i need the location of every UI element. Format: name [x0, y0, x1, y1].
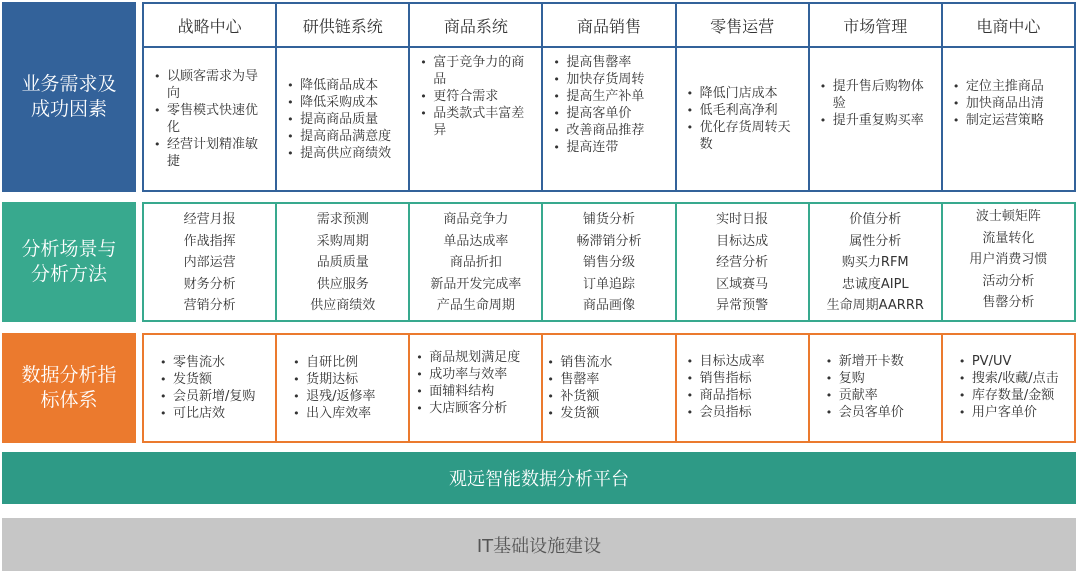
scenario-cell: [275, 202, 410, 322]
scenario-cell: [808, 202, 943, 322]
analytics-platform-bar: 观远智能数据分析平台: [2, 452, 1076, 504]
column-header: 市场管理: [808, 2, 943, 48]
scenario-cell: [675, 202, 810, 322]
list-item: • 提高售罄率: [551, 54, 668, 71]
list-item: • 提高客单价: [551, 105, 668, 122]
metrics-cell: [808, 333, 943, 443]
list-item: 商品竞争力: [443, 212, 509, 227]
list-item: • 加快存货周转: [551, 71, 668, 88]
list-item: 售罄分析: [982, 295, 1035, 310]
list-item: 销售分级: [582, 255, 635, 270]
list-item: 采购周期: [316, 233, 369, 249]
row-label-business: [2, 2, 136, 192]
metrics-cell: [275, 333, 410, 443]
row-label-metrics: [2, 333, 136, 443]
bullet-list: [943, 48, 1074, 135]
list-item: • 发货额: [158, 371, 269, 388]
list-item: • 零售流水: [158, 354, 269, 371]
list-item: 目标达成: [716, 233, 769, 249]
list-item: 铺货分析: [582, 212, 635, 227]
list-item: 流量转化: [982, 230, 1035, 246]
bullet-list: [943, 335, 1074, 427]
list-item: 内部运营: [183, 255, 236, 270]
metrics-system-band: [142, 333, 1076, 443]
list-item: • 提高生产补单: [551, 88, 668, 105]
list-item: • 成功率与效率: [414, 366, 535, 383]
metrics-cell: [675, 333, 810, 443]
column-header: 电商中心: [941, 2, 1076, 48]
bullet-list: [677, 335, 808, 427]
list-item: • 自研比例: [291, 354, 402, 371]
business-cell: [408, 46, 543, 192]
bullet-list: [543, 348, 674, 428]
list-item: • 复购: [824, 370, 935, 387]
list-item: • 低毛利高净利: [685, 102, 802, 119]
centered-list: [410, 204, 541, 320]
business-cell: [142, 46, 277, 192]
bullet-list: [277, 71, 408, 168]
list-item: • 制定运营策略: [951, 112, 1068, 129]
list-item: 忠诚度AIPL: [841, 276, 909, 292]
list-item: 需求预测: [316, 212, 369, 227]
list-item: • 改善商品推荐: [551, 122, 668, 139]
list-item: • 会员客单价: [824, 404, 935, 421]
list-item: • 提高供应商绩效: [285, 145, 402, 162]
centered-list: [943, 204, 1074, 320]
list-item: 新品开发完成率: [430, 276, 522, 292]
bullet-list: [410, 335, 541, 423]
list-item: • 大店顾客分析: [414, 400, 535, 417]
centered-list: [277, 204, 408, 320]
list-item: • 新增开卡数: [824, 353, 935, 370]
bullet-list: [543, 48, 674, 162]
business-cell: [808, 46, 943, 192]
bullet-list: [144, 62, 275, 176]
list-item: • 贡献率: [824, 387, 935, 404]
scenario-cell: [941, 202, 1076, 322]
list-item: 用户消费习惯: [969, 252, 1048, 267]
list-item: 订单追踪: [582, 276, 635, 292]
list-item: • 退残/返修率: [291, 388, 402, 405]
column-header: 商品销售: [541, 2, 676, 48]
centered-list: [810, 204, 941, 320]
metrics-cell: [541, 333, 676, 443]
list-item: • 优化存货周转天数: [685, 119, 802, 153]
scenario-cell: [541, 202, 676, 322]
list-item: 供应商绩效: [310, 298, 376, 313]
centered-list: [144, 204, 275, 320]
list-item: • 销售流水: [545, 354, 668, 371]
list-item: • 出入库效率: [291, 405, 402, 422]
metrics-cell: [408, 333, 543, 443]
list-item: 实时日报: [716, 212, 769, 227]
bullet-list: [677, 79, 808, 159]
list-item: 供应服务: [316, 276, 369, 292]
scenario-cell: [142, 202, 277, 322]
row-label-line: 标体系: [40, 389, 98, 411]
column-header: 战略中心: [142, 2, 277, 48]
list-item: 商品画像: [582, 298, 635, 313]
list-item: • 库存数量/金额: [957, 387, 1068, 404]
row-label-line: 业务需求及: [21, 73, 117, 95]
list-item: • 搜索/收藏/点击: [957, 370, 1068, 387]
it-infrastructure-bar: IT基础设施建设: [2, 518, 1076, 571]
list-item: 经营分析: [716, 255, 769, 270]
list-item: • 商品指标: [685, 387, 802, 404]
bullet-list: [810, 335, 941, 427]
list-item: • 提升重复购买率: [818, 112, 935, 129]
list-item: • 用户客单价: [957, 404, 1068, 421]
list-item: 价值分析: [849, 212, 902, 227]
list-item: • 提升售后购物体验: [818, 78, 935, 112]
list-item: 畅滞销分析: [576, 233, 642, 249]
row-label-scenarios: [2, 202, 136, 322]
list-item: • 降低门店成本: [685, 85, 802, 102]
list-item: • 加快商品出清: [951, 95, 1068, 112]
list-item: • 提高商品满意度: [285, 128, 402, 145]
list-item: • 零售模式快速优化: [152, 102, 269, 136]
business-cell: [541, 46, 676, 192]
list-item: 波士顿矩阵: [975, 209, 1041, 224]
list-item: • 售罄率: [545, 371, 668, 388]
list-item: • 会员新增/复购: [158, 388, 269, 405]
list-item: 购买力RFM: [841, 255, 909, 270]
list-item: • 会员指标: [685, 404, 802, 421]
list-item: • 更符合需求: [418, 88, 535, 105]
metrics-cell: [941, 333, 1076, 443]
bullet-list: [144, 348, 275, 428]
list-item: 作战指挥: [183, 233, 236, 249]
list-item: 产品生命周期: [436, 298, 515, 313]
list-item: • 发货额: [545, 405, 668, 422]
list-item: • 富于竞争力的商品: [418, 54, 535, 88]
business-needs-band: [142, 46, 1076, 192]
list-item: 属性分析: [849, 233, 902, 249]
list-item: • 目标达成率: [685, 353, 802, 370]
list-item: 商品折扣: [449, 255, 502, 270]
list-item: 生命周期AARRR: [826, 298, 924, 313]
list-item: • 提高连带: [551, 139, 668, 156]
column-header-row: [142, 2, 1076, 48]
list-item: 经营月报: [183, 212, 236, 227]
centered-list: [543, 204, 674, 320]
column-header: 研供链系统: [275, 2, 410, 48]
list-item: • 销售指标: [685, 370, 802, 387]
list-item: • 货期达标: [291, 371, 402, 388]
list-item: 异常预警: [716, 298, 769, 313]
list-item: 活动分析: [982, 273, 1035, 289]
list-item: • 定位主推商品: [951, 78, 1068, 95]
centered-list: [677, 204, 808, 320]
bullet-list: [277, 348, 408, 428]
row-label-line: 数据分析指: [21, 364, 117, 386]
list-item: • 补货额: [545, 388, 668, 405]
list-item: • 商品规划满足度: [414, 349, 535, 366]
row-label-line: 分析方法: [30, 263, 107, 285]
row-label-line: 分析场景与: [21, 238, 117, 260]
list-item: 单品达成率: [443, 233, 509, 249]
list-item: • 提高商品质量: [285, 111, 402, 128]
list-item: • PV/UV: [957, 353, 1068, 370]
list-item: 区域赛马: [716, 276, 769, 292]
list-item: • 降低商品成本: [285, 77, 402, 94]
analysis-scenarios-band: [142, 202, 1076, 322]
list-item: • 以顾客需求为导向: [152, 68, 269, 102]
list-item: 财务分析: [183, 276, 236, 292]
row-label-line: 成功因素: [30, 98, 107, 120]
list-item: • 面辅料结构: [414, 383, 535, 400]
bullet-list: [410, 48, 541, 145]
list-item: • 品类款式丰富差异: [418, 105, 535, 139]
list-item: 营销分析: [183, 298, 236, 313]
bullet-list: [810, 48, 941, 135]
list-item: • 可比店效: [158, 405, 269, 422]
list-item: • 降低采购成本: [285, 94, 402, 111]
business-cell: [675, 46, 810, 192]
business-cell: [275, 46, 410, 192]
scenario-cell: [408, 202, 543, 322]
metrics-cell: [142, 333, 277, 443]
column-header: 商品系统: [408, 2, 543, 48]
list-item: • 经营计划精准敏捷: [152, 136, 269, 170]
list-item: 品质质量: [316, 255, 369, 270]
business-cell: [941, 46, 1076, 192]
column-header: 零售运营: [675, 2, 810, 48]
